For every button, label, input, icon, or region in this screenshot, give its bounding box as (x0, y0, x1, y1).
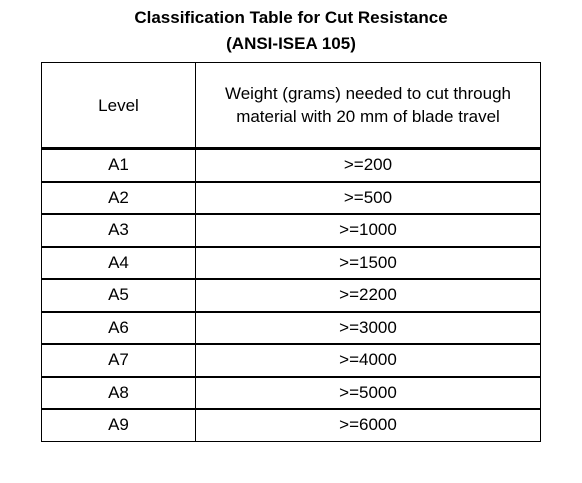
table-row (42, 149, 541, 182)
table-row (42, 377, 541, 410)
level-cell: A9 (42, 409, 196, 441)
level-cell: A4 (42, 247, 196, 280)
weight-cell: >=4000 (196, 344, 541, 377)
level-cell: A8 (42, 377, 196, 410)
weight-cell: >=2200 (196, 279, 541, 312)
level-cell: A5 (42, 279, 196, 312)
weight-cell: >=3000 (196, 312, 541, 345)
column-header-level: Level (42, 63, 196, 149)
table-row (42, 247, 541, 280)
table-subtitle-standard: (ANSI-ISEA 105) (226, 34, 356, 53)
level-cell: A6 (42, 312, 196, 345)
weight-cell: >=5000 (196, 377, 541, 410)
table-row (42, 344, 541, 377)
table-row (42, 312, 541, 345)
table-row (42, 409, 541, 441)
level-cell: A7 (42, 344, 196, 377)
table-body (42, 149, 541, 442)
cut-resistance-table (41, 62, 541, 442)
table-title: Classification Table for Cut Resistance (134, 8, 448, 27)
table-header (42, 63, 541, 149)
level-cell: A1 (42, 149, 196, 182)
weight-cell: >=1500 (196, 247, 541, 280)
weight-cell: >=1000 (196, 214, 541, 247)
table-row (42, 182, 541, 215)
weight-cell: >=200 (196, 149, 541, 182)
weight-cell: >=6000 (196, 409, 541, 441)
weight-cell: >=500 (196, 182, 541, 215)
header-row (42, 63, 541, 149)
column-header-weight: Weight (grams) needed to cut through material with 20 mm of blade travel (196, 63, 541, 149)
table-row (42, 214, 541, 247)
table-row (42, 279, 541, 312)
level-cell: A3 (42, 214, 196, 247)
level-cell: A2 (42, 182, 196, 215)
